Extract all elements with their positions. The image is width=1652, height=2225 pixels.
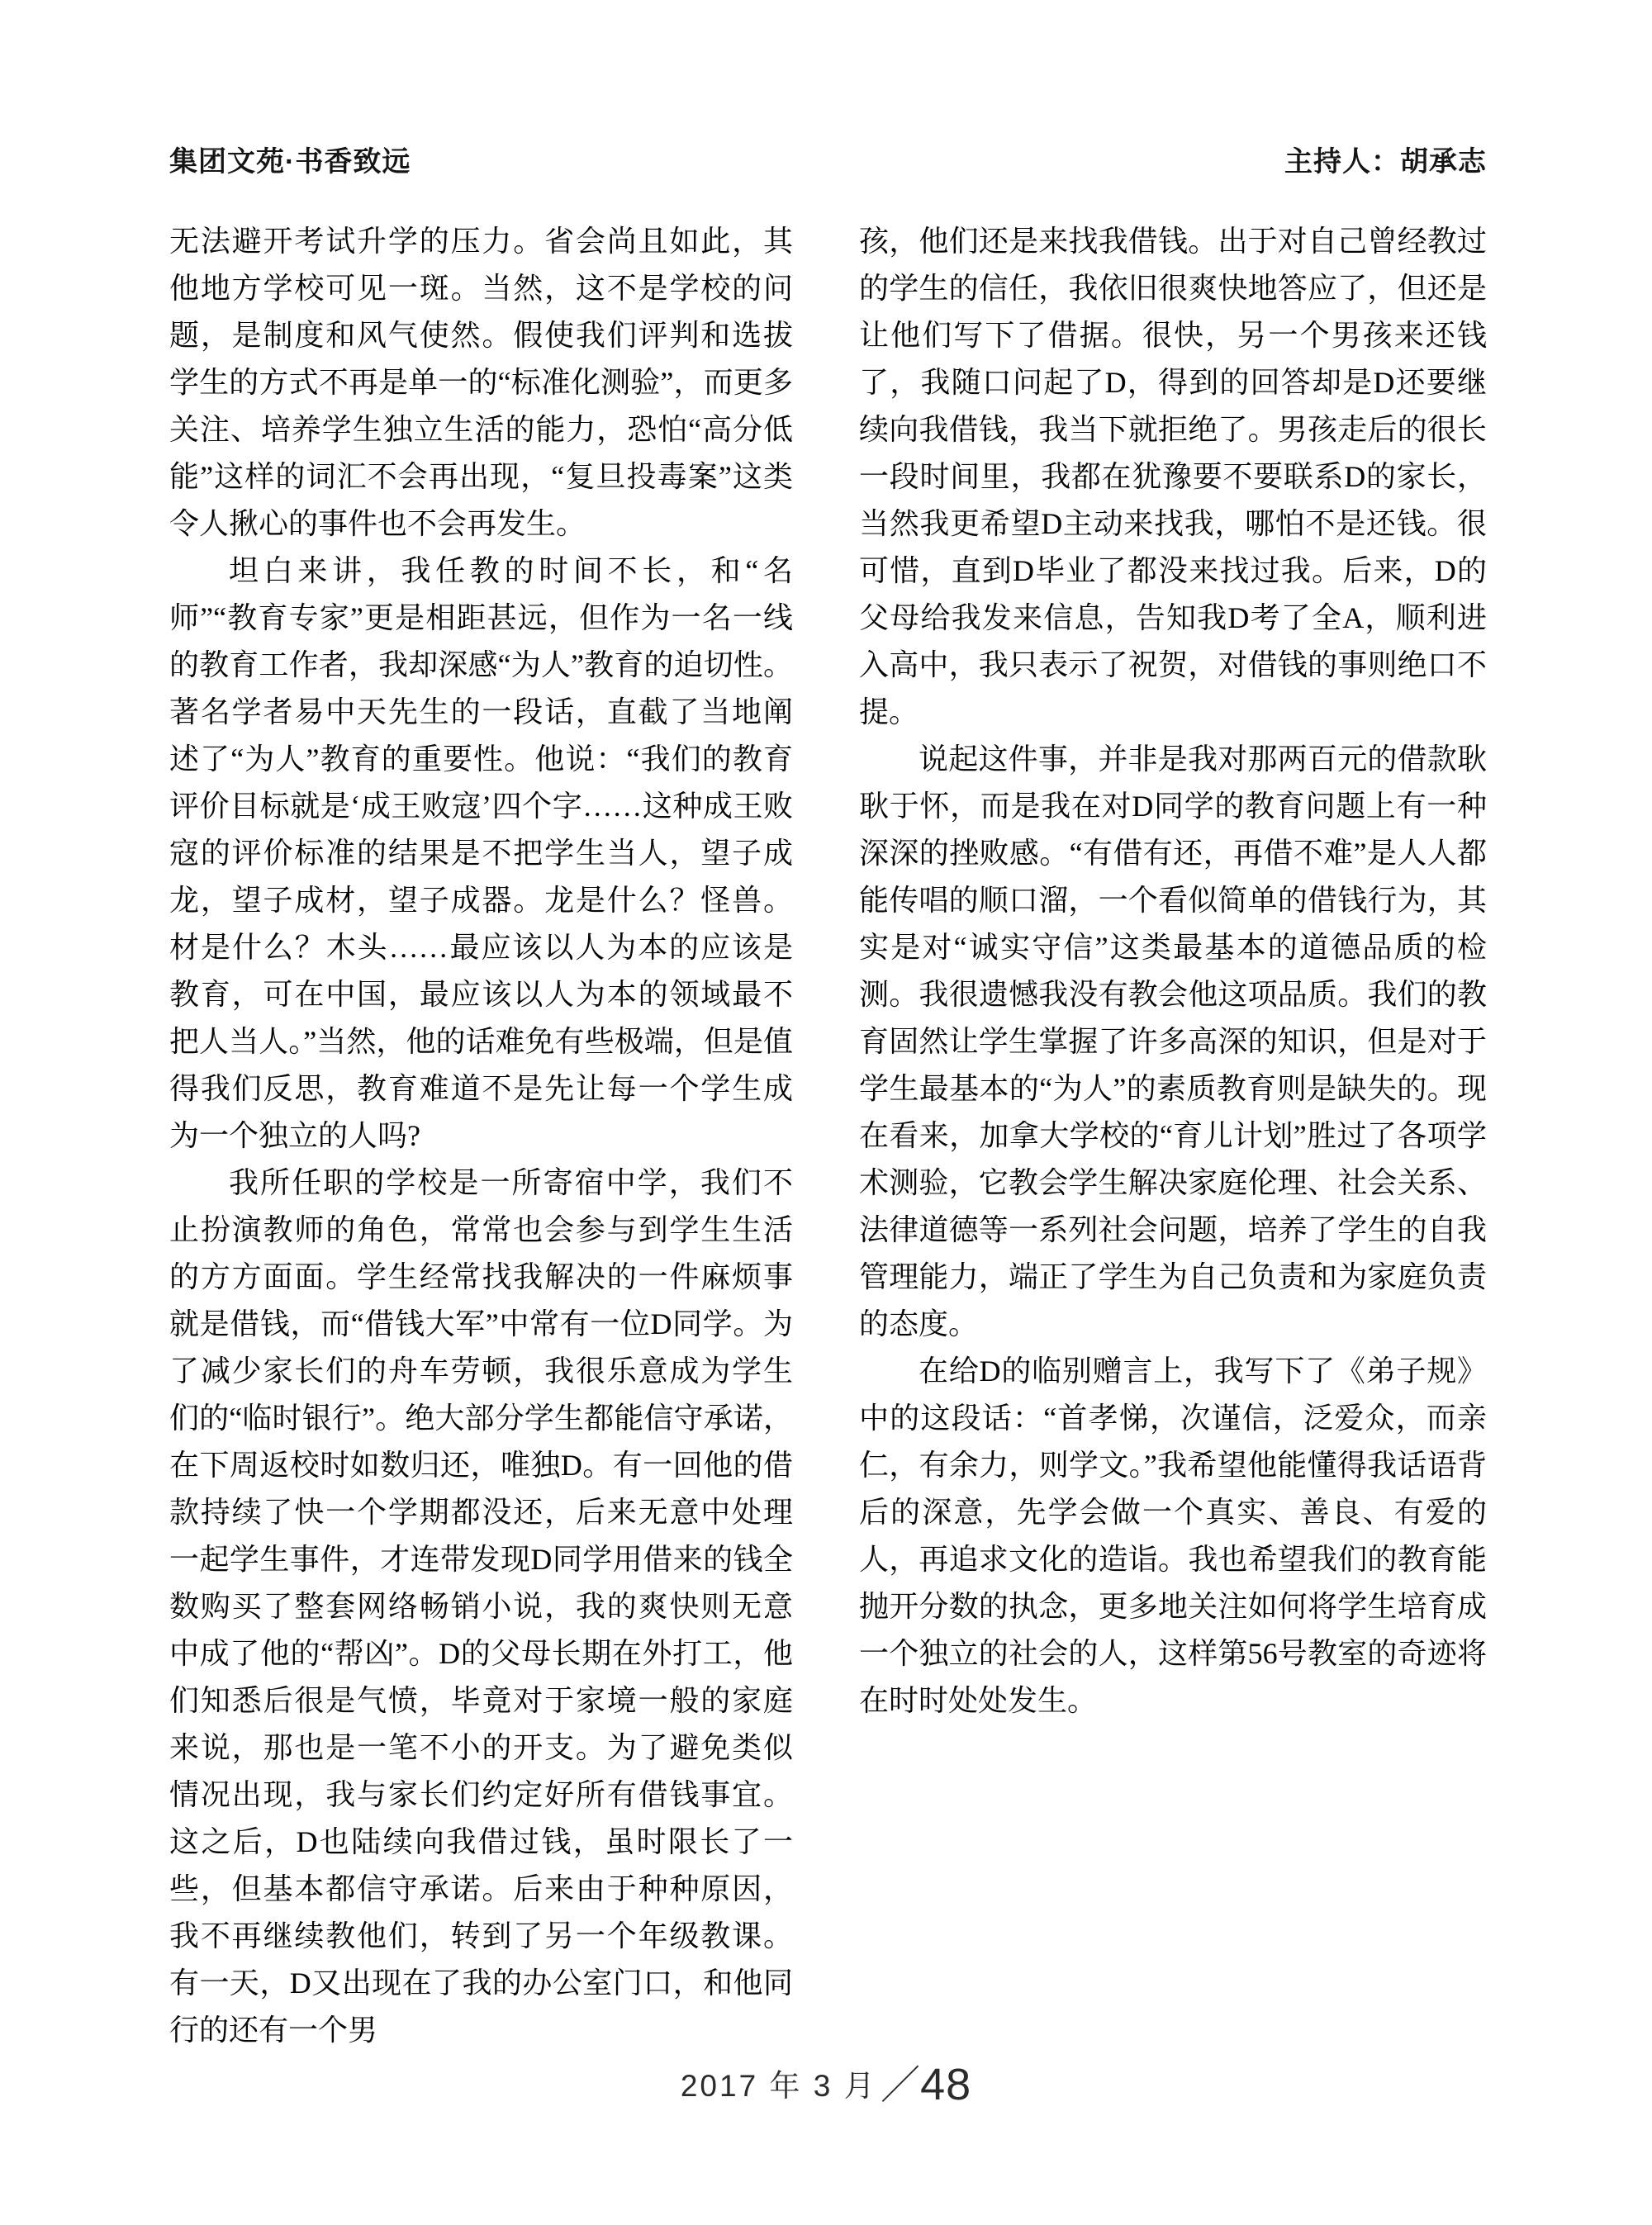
paragraph: 坦白来讲，我任教的时间不长，和“名师”“教育专家”更是相距甚远，但作为一名一线的教育工作者，我却深感“为人”教育的迫切性。著名学者易中天先生的一段话，直截了当地阐述了“为人”教育的重要性。他说：“我们的教育评价目标就是‘成王败寇’四个字……这种成王败寇的评价标准的结果是不把学生当人，望子成龙，望子成材，望子成器。龙是什么？怪兽。材是什么？木头……最应该以人为本的应该是教育，可在中国，最应该以人为本的领域最不把人当人。”当然，他的话难免有些极端，但是值得我们反思，教育难道不是先让每一个学生成为一个独立的人吗? (169, 554, 793, 1152)
section-title: 集团文苑·书香致远 (169, 146, 411, 178)
paragraph-continuation: 无法避开考试升学的压力。省会尚且如此，其他地方学校可见一斑。当然，这不是学校的问题，是制度和风气使然。假使我们评判和选拔学生的方式不再是单一的“标准化测验”，而更多关注、培养学生独立生活的能力，恐怕“高分低能”这样的词汇不会再出现，“复旦投毒案”这类令人揪心的事件也不会再发生。 (169, 225, 793, 540)
left-column (169, 218, 793, 2054)
page-footer (0, 2053, 1652, 2110)
paragraph: 说起这件事，并非是我对那两百元的借款耿耿于怀，而是我在对D同学的教育问题上有一种深深的挫败感。“有借有还，再借不难”是人人都能传唱的顺口溜，一个看似简单的借钱行为，其实是对“诚实守信”这类最基本的道德品质的检测。我很遗憾我没有教会他这项品质。我们的教育固然让学生掌握了许多高深的知识，但是对于学生最基本的“为人”的素质教育则是缺失的。现在看来，加拿大学校的“育儿计划”胜过了各项学术测验，它教会学生解决家庭伦理、社会关系、法律道德等一系列社会问题，培养了学生的自我管理能力，端正了学生为自己负责和为家庭负责的态度。 (859, 742, 1487, 1340)
host-credit: 主持人：胡承志 (1284, 146, 1487, 178)
paragraph-continuation: 孩，他们还是来找我借钱。出于对自己曾经教过的学生的信任，我依旧很爽快地答应了，但还是让他们写下了借据。很快，另一个男孩来还钱了，我随口问起了D，得到的回答却是D还要继续向我借钱，我当下就拒绝了。男孩走后的很长一段时间里，我都在犹豫要不要联系D的家长，当然我更希望D主动来找我，哪怕不是还钱。很可惜，直到D毕业了都没来找过我。后来，D的父母给我发来信息，告知我D考了全A，顺利进入高中，我只表示了祝贺，对借钱的事则绝口不提。 (859, 225, 1487, 728)
right-column (859, 218, 1487, 2054)
paragraph: 我所任职的学校是一所寄宿中学，我们不止扮演教师的角色，常常也会参与到学生生活的方方面面。学生经常找我解决的一件麻烦事就是借钱，而“借钱大军”中常有一位D同学。为了减少家长们的舟车劳顿，我很乐意成为学生们的“临时银行”。绝大部分学生都能信守承诺，在下周返校时如数归还，唯独D。有一回他的借款持续了快一个学期都没还，后来无意中处理一起学生事件，才连带发现D同学用借来的钱全数购买了整套网络畅销小说，我的爽快则无意中成了他的“帮凶”。D的父母长期在外打工，他们知悉后很是气愤，毕竟对于家境一般的家庭来说，那也是一笔不小的开支。为了避免类似情况出现，我与家长们约定好所有借钱事宜。这之后，D也陆续向我借过钱，虽时限长了一些，但基本都信守承诺。后来由于种种原因，我不再继续教他们，转到了另一个年级教课。有一天，D又出现在了我的办公室门口，和他同行的还有一个男 (169, 1166, 793, 2047)
paragraph: 在给D的临别赠言上，我写下了《弟子规》中的这段话：“首孝悌，次谨信，泛爱众，而亲仁，有余力，则学文。”我希望他能懂得我话语背后的深意，先学会做一个真实、善良、有爱的人，再追求文化的造诣。我也希望我们的教育能抛开分数的执念，更多地关注如何将学生培育成一个独立的社会的人，这样第56号教室的奇迹将在时时处处发生。 (859, 1354, 1487, 1717)
page-number: 48 (920, 2060, 972, 2109)
footer-separator: ／ (881, 2064, 921, 2108)
issue-date: 2017 年 3 月 (680, 2069, 877, 2103)
page-header (169, 145, 1487, 178)
article-body (169, 218, 1487, 2054)
